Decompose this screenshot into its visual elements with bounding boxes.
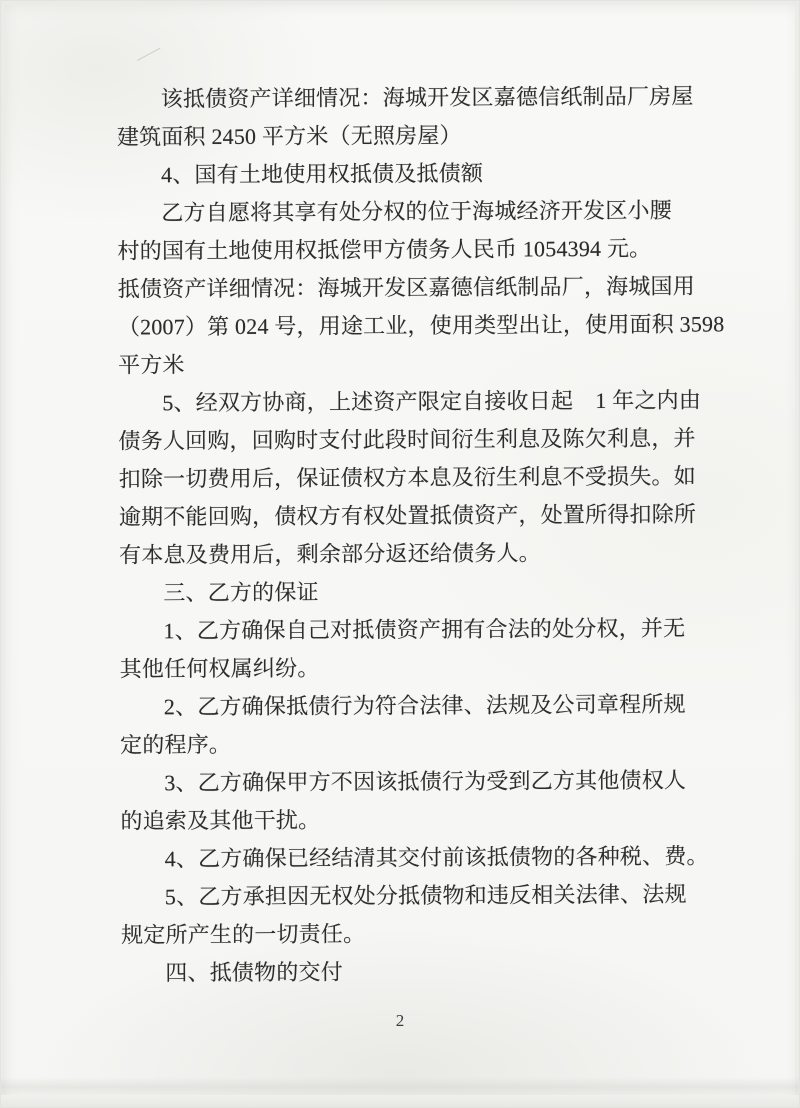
contract-text-line: 平方米 xyxy=(118,352,185,378)
contract-text-line: 规定所产生的一切责任。 xyxy=(121,921,366,948)
contract-text-line: 3、乙方确保甲方不因该抵债行为受到乙方其他债权人 xyxy=(164,767,687,796)
contract-body-text xyxy=(116,77,725,992)
contract-text-line: 4、乙方确保已经结清其交付前该抵债物的各种税、费。 xyxy=(164,843,709,872)
contract-text-line: 2、乙方确保抵债行为符合法律、法规及公司章程所规 xyxy=(163,691,686,720)
contract-text-line: 乙方自愿将其享有处分权的位于海城经济开发区小腰 xyxy=(161,197,672,226)
contract-section-heading: 四、抵债物的交付 xyxy=(165,959,343,986)
scan-artifact xyxy=(137,48,167,73)
contract-text-line: 其他任何权属纠纷。 xyxy=(119,655,320,682)
contract-text-line: 1、乙方确保自己对抵债资产拥有合法的处分权，并无 xyxy=(163,615,686,644)
contract-text-line: 建筑面积 2450 平方米（无照房屋） xyxy=(116,122,462,150)
contract-text-line: 5、乙方承担因无权处分抵债物和违反相关法律、法规 xyxy=(164,881,687,910)
contract-section-heading: 三、乙方的保证 xyxy=(163,579,319,606)
contract-text-line: 村的国有土地使用权抵偿甲方债务人民币 1054394 元。 xyxy=(117,235,652,264)
scan-shadow-band xyxy=(1,1077,799,1095)
contract-text-line: 有本息及费用后，剩余部分返还给债务人。 xyxy=(119,540,541,568)
contract-text-line: 定的程序。 xyxy=(120,731,232,758)
contract-text-line: 的追索及其他干扰。 xyxy=(120,807,321,834)
scan-bottom-edge xyxy=(1,1095,799,1107)
contract-text-line: （2007）第 024 号，用途工业，使用类型出让，使用面积 3598 xyxy=(117,311,725,340)
contract-text-line: 抵债资产详细情况：海城开发区嘉德信纸制品厂，海城国用 xyxy=(117,273,695,302)
contract-text-line: 债务人回购，回购时支付此段时间衍生利息及陈欠利息，并 xyxy=(118,425,696,454)
contract-text-line: 该抵债资产详细情况：海城开发区嘉德信纸制品厂房屋 xyxy=(160,83,694,112)
contract-text-line: 扣除一切费用后，保证债权方本息及衍生利息不受损失。如 xyxy=(118,463,696,492)
contract-text-line: 逾期不能回购，债权方有权处置抵债资产，处置所得扣除所 xyxy=(118,501,697,530)
contract-text-line: 5、经双方协商，上述资产限定自接收日起 1 年之内由 xyxy=(162,387,702,416)
contract-text-line: 4、国有土地使用权抵债及抵债额 xyxy=(161,160,484,188)
page-number: 2 xyxy=(395,1011,405,1030)
